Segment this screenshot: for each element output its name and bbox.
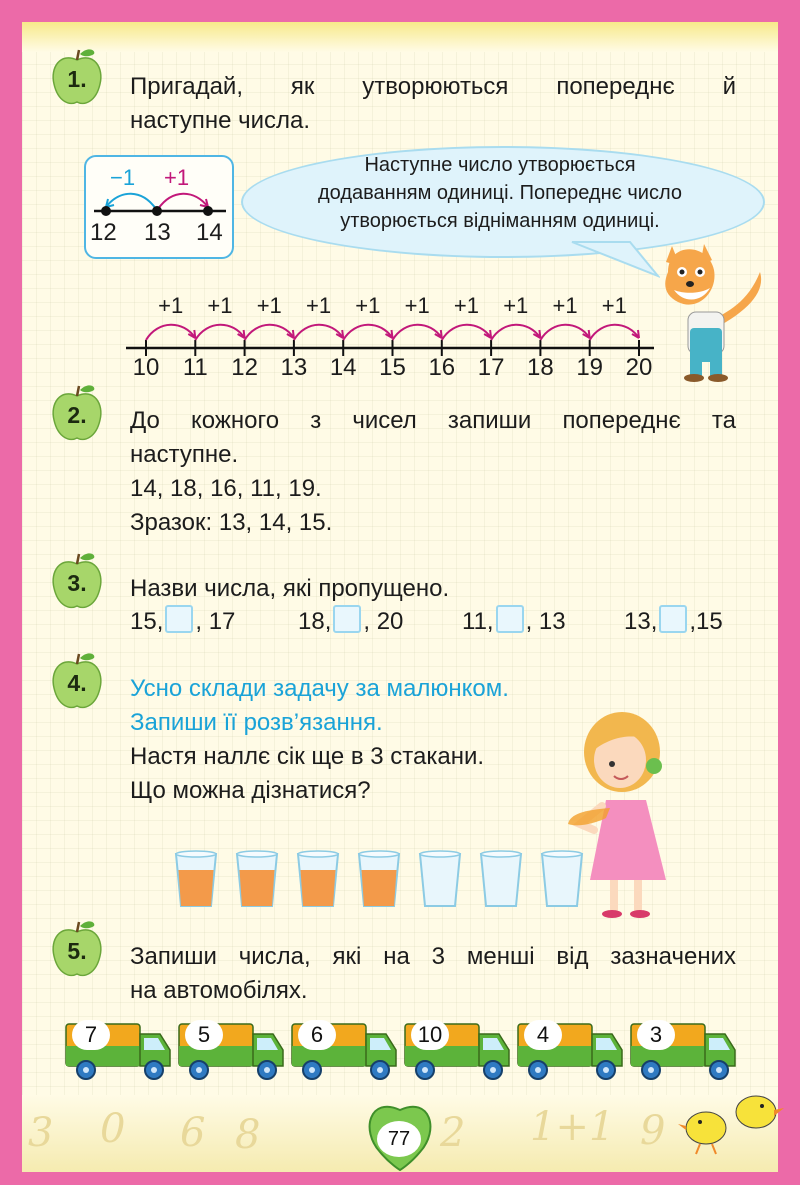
task-2-numbers: 14, 18, 16, 11, 19. xyxy=(130,475,322,502)
truck xyxy=(177,1022,287,1082)
seq-3-start: 11, xyxy=(462,608,494,635)
step-label: +1 xyxy=(158,293,184,318)
glass-with-juice xyxy=(357,850,401,910)
task-3-apple-icon xyxy=(50,550,104,612)
number-line-value: 17 xyxy=(477,354,505,381)
number-line-value: 14 xyxy=(329,354,357,381)
task-3-text: Назви числа, які пропущено. xyxy=(130,575,450,602)
step-label: +1 xyxy=(503,293,529,318)
mini-number-line-box xyxy=(84,155,234,259)
number-line-arc xyxy=(540,325,589,340)
decor-digit: 8 xyxy=(235,1112,261,1158)
number-line-arc xyxy=(491,325,540,340)
step-label: +1 xyxy=(256,293,282,318)
truck-number: 7 xyxy=(72,1020,110,1050)
empty-glass xyxy=(479,850,523,910)
top-decor-band xyxy=(22,22,778,52)
step-label: +1 xyxy=(207,293,233,318)
task-4-text-line2: Що можна дізнатися? xyxy=(130,777,371,804)
number-line-arc xyxy=(195,325,244,340)
fox-illustration xyxy=(648,232,768,382)
task-2-number: 2. xyxy=(67,402,87,428)
step-label: +1 xyxy=(453,293,479,318)
task-2-text-line1: До кожного з чисел запиши попереднє та xyxy=(130,407,736,434)
step-label: +1 xyxy=(404,293,430,318)
empty-glass xyxy=(540,850,584,910)
number-line-value: 16 xyxy=(428,354,456,381)
plus-one-label: +1 xyxy=(164,165,190,190)
speech-bubble-tail xyxy=(570,240,660,280)
number-line-arc xyxy=(146,325,195,340)
number-line-value: 15 xyxy=(379,354,406,381)
truck-number: 10 xyxy=(411,1020,449,1050)
task-4-blue-line2: Запиши її розв’язання. xyxy=(130,709,383,736)
truck xyxy=(516,1022,626,1082)
task-3-seq-4 xyxy=(624,605,723,639)
minus-one-label: −1 xyxy=(110,165,136,190)
step-label: +1 xyxy=(601,293,627,318)
seq-4-start: 13, xyxy=(624,608,658,635)
task-1-text-line2: наступне числа. xyxy=(130,107,311,134)
mini-value: 12 xyxy=(90,219,117,246)
bubble-line1: Наступне число утворюється xyxy=(364,154,636,176)
truck-number: 3 xyxy=(637,1020,675,1050)
task-3-number: 3. xyxy=(67,570,87,596)
truck-number: 5 xyxy=(185,1020,223,1050)
glass-with-juice xyxy=(174,850,218,910)
task-5-text-line2: на автомобілях. xyxy=(130,977,308,1004)
task-1-text-line1: Пригадай, як утворюються попереднє й xyxy=(130,73,736,100)
bubble-line2: додаванням одиниці. Попереднє число xyxy=(318,182,682,204)
seq-1-end: , 17 xyxy=(195,608,236,635)
number-line-value: 11 xyxy=(182,354,208,381)
task-1-apple-icon xyxy=(50,46,104,108)
missing-number-box[interactable] xyxy=(659,605,687,633)
decor-digit: 0 xyxy=(100,1106,126,1152)
number-line-arc xyxy=(294,325,343,340)
truck-number: 4 xyxy=(524,1020,562,1050)
number-line-value: 10 xyxy=(132,354,160,381)
decor-digit: 1+1 xyxy=(530,1104,615,1150)
glass-with-juice xyxy=(296,850,340,910)
glass-with-juice xyxy=(235,850,279,910)
number-line-arc xyxy=(590,325,639,340)
number-line-value: 18 xyxy=(527,354,554,381)
task-1-number: 1. xyxy=(67,66,87,92)
bubble-line3: утворюється відніманням одиниці. xyxy=(340,210,660,232)
seq-3-end: , 13 xyxy=(525,608,566,635)
seq-4-end: ,15 xyxy=(689,608,723,635)
truck xyxy=(403,1022,513,1082)
decor-digit: 6 xyxy=(180,1110,206,1156)
task-3-seq-1 xyxy=(130,605,235,639)
task-2-apple-icon xyxy=(50,382,104,444)
task-5-number: 5. xyxy=(67,938,87,964)
chicks-illustration xyxy=(676,1088,786,1158)
number-line-value: 12 xyxy=(231,354,258,381)
page-number: 77 xyxy=(377,1121,421,1157)
missing-number-box[interactable] xyxy=(333,605,361,633)
number-line-value: 20 xyxy=(625,354,653,381)
number-line-arc xyxy=(245,325,294,340)
task-5-text-line1: Запиши числа, які на 3 менші від зазначених xyxy=(130,943,736,970)
task-3-seq-2 xyxy=(298,605,403,639)
truck xyxy=(290,1022,400,1082)
decor-digit: 3 xyxy=(28,1110,54,1156)
task-4-apple-icon xyxy=(50,650,104,712)
task-2-sample: Зразок: 13, 14, 15. xyxy=(130,509,333,536)
missing-number-box[interactable] xyxy=(165,605,193,633)
step-label: +1 xyxy=(306,293,332,318)
step-label: +1 xyxy=(552,293,578,318)
task-5-apple-icon xyxy=(50,918,104,980)
empty-glass xyxy=(418,850,462,910)
truck xyxy=(64,1022,174,1082)
truck xyxy=(629,1022,739,1082)
task-2-text-line2: наступне. xyxy=(130,441,239,468)
missing-number-box[interactable] xyxy=(496,605,524,633)
task-4-blue-line1: Усно склади задачу за малюнком. xyxy=(130,675,509,702)
mini-value: 14 xyxy=(196,219,223,246)
speech-bubble-text xyxy=(250,151,750,235)
number-line-value: 19 xyxy=(576,354,604,381)
decor-digit: 2 xyxy=(440,1110,466,1156)
task-3-seq-3 xyxy=(462,605,566,639)
number-line-arc xyxy=(393,325,442,340)
decor-digit: 9 xyxy=(640,1108,666,1154)
seq-2-end: , 20 xyxy=(363,608,404,635)
number-line-arc xyxy=(343,325,392,340)
number-line-value: 13 xyxy=(280,354,308,381)
task-4-text-line1: Настя наллє сік ще в 3 стакани. xyxy=(130,743,485,770)
number-line-arc xyxy=(442,325,491,340)
task-4-number: 4. xyxy=(67,670,87,696)
seq-2-start: 18, xyxy=(298,608,332,635)
seq-1-start: 15, xyxy=(130,608,164,635)
mini-value: 13 xyxy=(144,219,171,246)
truck-number: 6 xyxy=(298,1020,336,1050)
step-label: +1 xyxy=(355,293,381,318)
